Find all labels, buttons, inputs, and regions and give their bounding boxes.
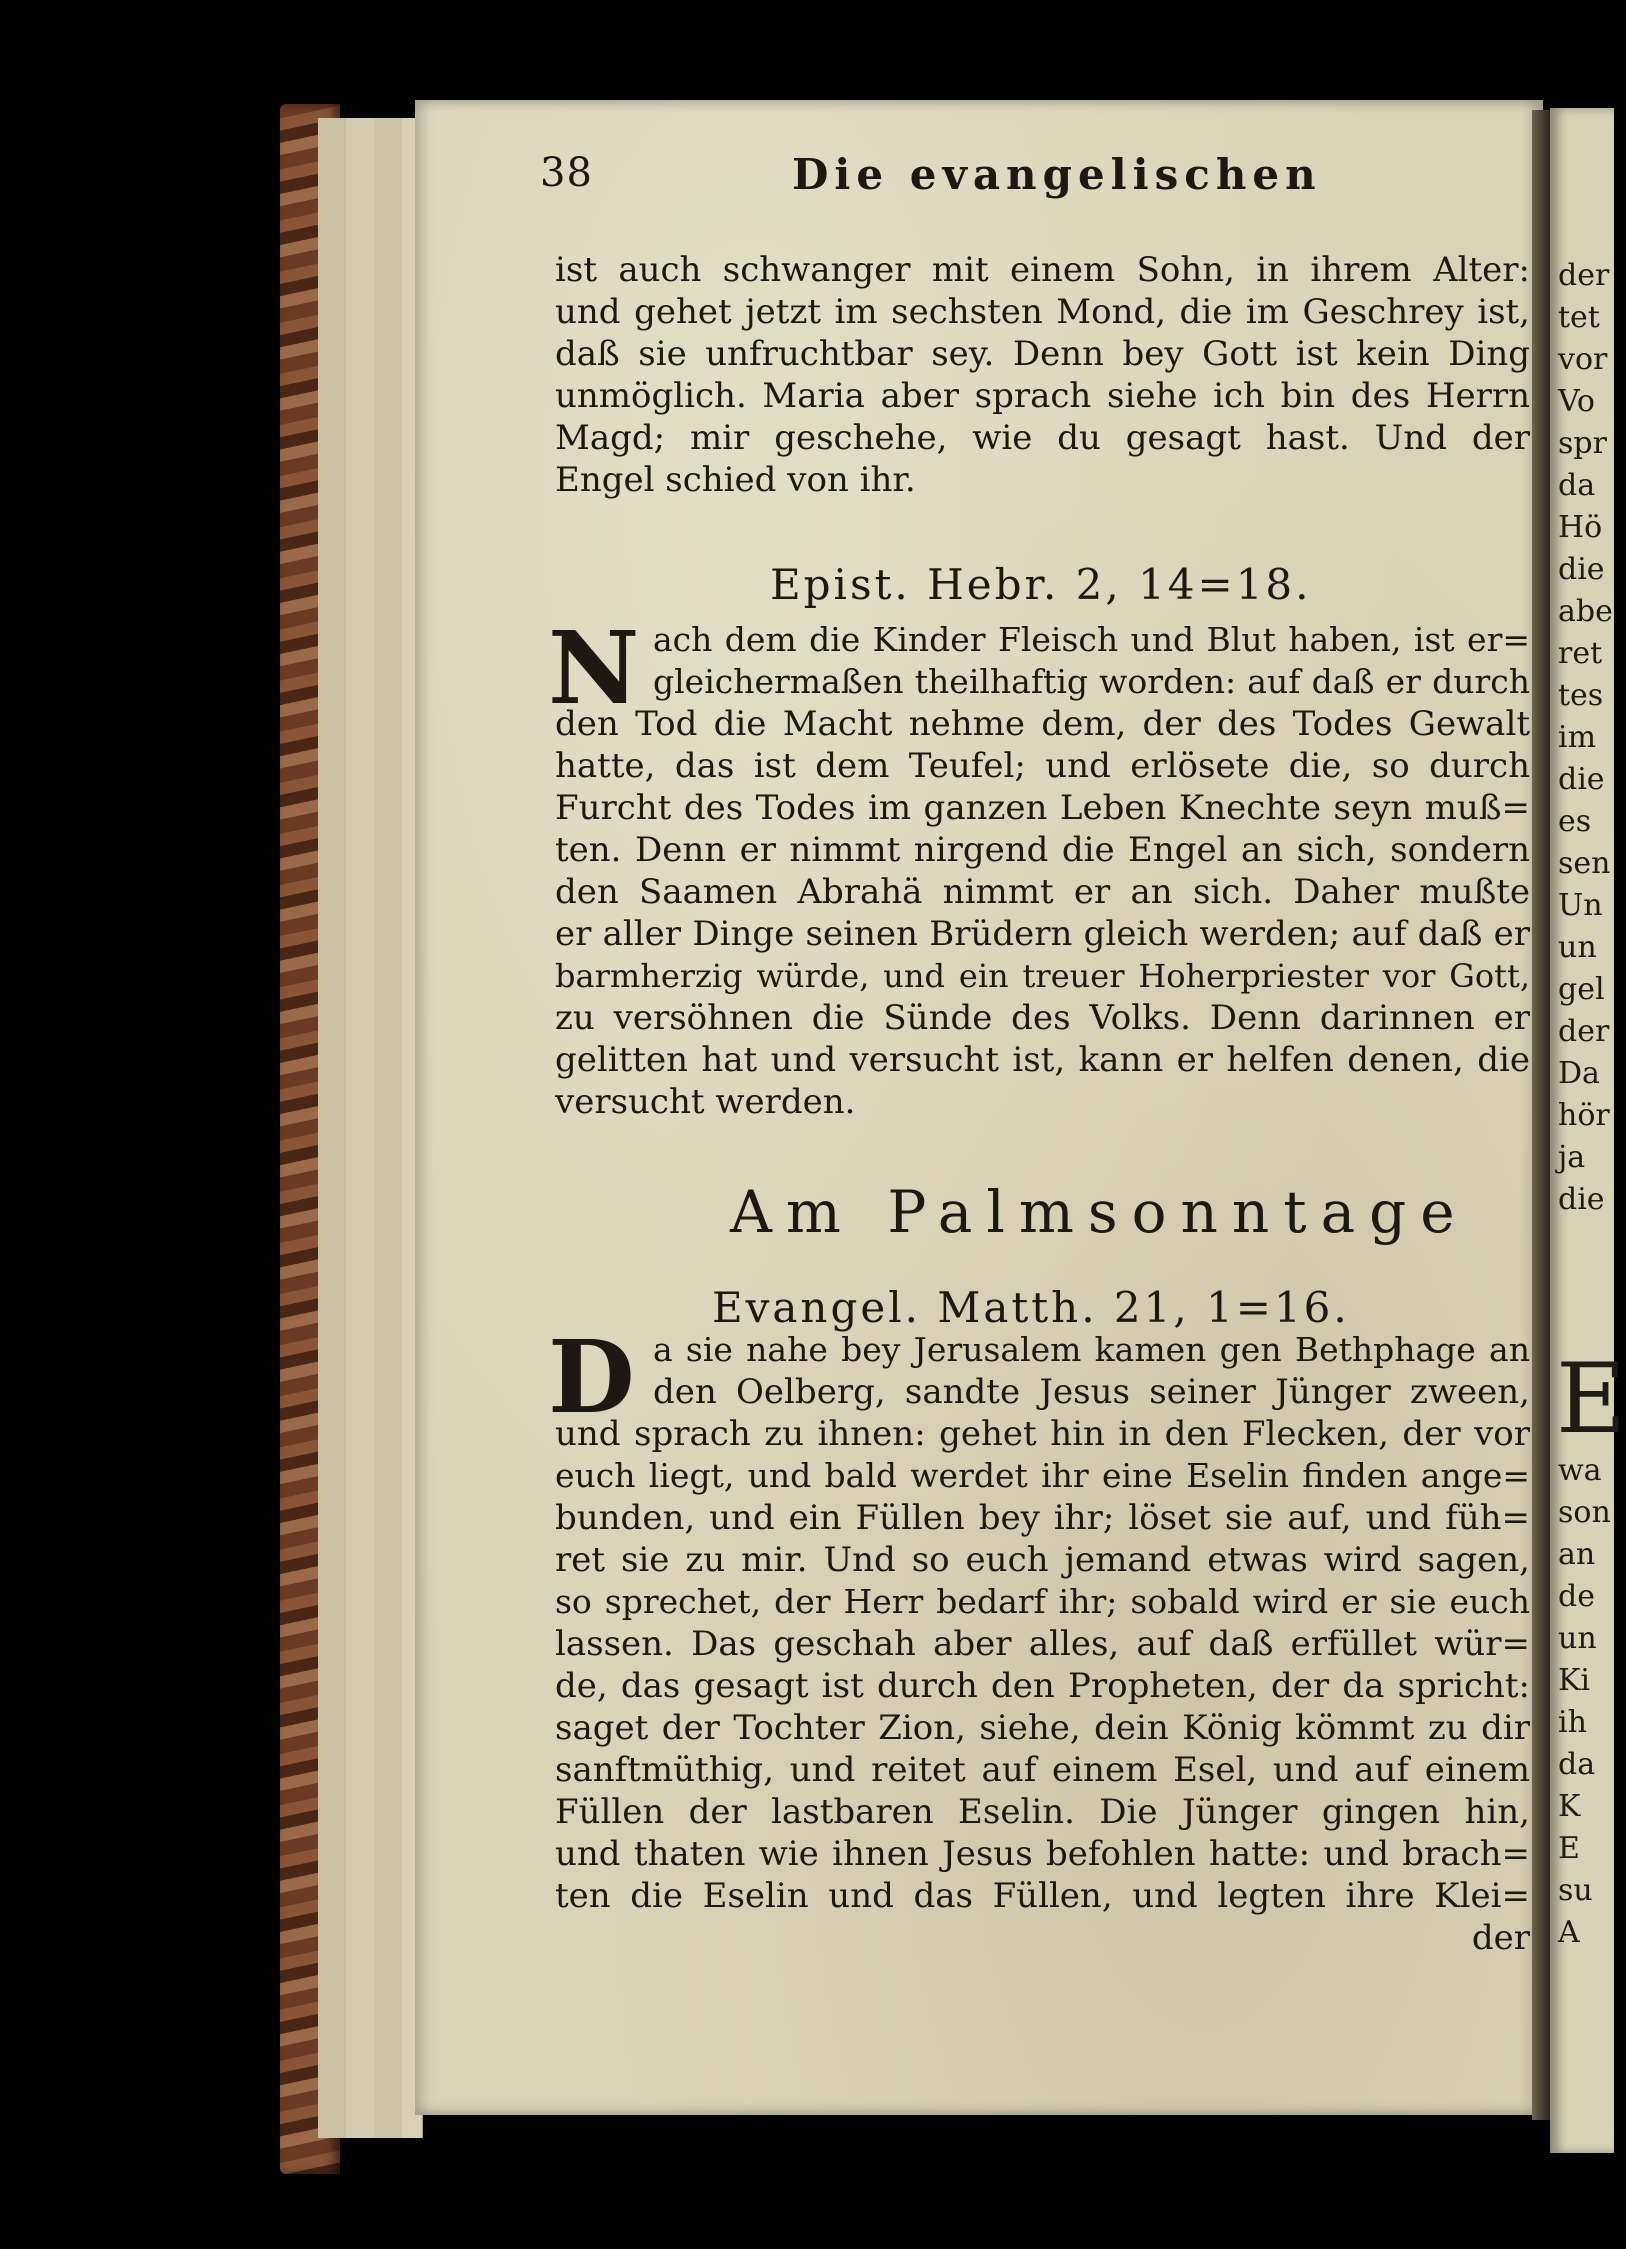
- facing-page-fragment: wa: [1558, 1453, 1602, 1488]
- facing-page: [1550, 108, 1626, 2153]
- text-line: daß sie unfruchtbar sey. Denn bey Gott ist kein Ding: [555, 334, 1530, 374]
- text-line: bunden, und ein Füllen bey ihr; löset sie auf, und füh=: [555, 1498, 1530, 1538]
- facing-page-fragment: ja: [1558, 1140, 1586, 1175]
- text-line: so sprechet, der Herr bedarf ihr; sobald wird er sie euch: [555, 1582, 1530, 1621]
- catchword: der: [1471, 1918, 1530, 1958]
- facing-page-fragment: de: [1558, 1579, 1595, 1614]
- text-line: zu versöhnen die Sünde des Volks. Denn darinnen er: [555, 998, 1530, 1038]
- text-line: und sprach zu ihnen: gehet hin in den Flecken, der vor: [555, 1414, 1530, 1454]
- text-line: ten. Denn er nimmt nirgend die Engel an sich, sondern: [555, 830, 1530, 870]
- facing-page-fragment: der: [1558, 258, 1610, 293]
- text-line: den Saamen Abrahä nimmt er an sich. Daher mußte: [555, 872, 1530, 912]
- text-line: a sie nahe bey Jerusalem kamen gen Bethphage an: [653, 1330, 1530, 1369]
- facing-page-fragment: hör: [1558, 1098, 1610, 1133]
- facing-page-fragment: un: [1558, 930, 1597, 965]
- page-header: [540, 150, 1540, 210]
- facing-page-fragment: gel: [1558, 972, 1605, 1007]
- facing-page-fragment: im: [1558, 720, 1597, 755]
- facing-page-fragment: vor: [1558, 342, 1608, 377]
- text-line: barmherzig würde, und ein treuer Hoherpriester vor Gott,: [555, 957, 1530, 995]
- text-line: Furcht des Todes im ganzen Leben Knechte seyn muß=: [555, 788, 1530, 828]
- text-line: gelitten hat und versucht ist, kann er helfen denen, die: [555, 1040, 1530, 1080]
- facing-page-fragment: K: [1558, 1789, 1581, 1824]
- text-line: unmöglich. Maria aber sprach siehe ich bin des Herrn: [555, 376, 1530, 416]
- text-line: und thaten wie ihnen Jesus befohlen hatte: und brach=: [555, 1834, 1530, 1874]
- facing-page-fragment: tes: [1558, 678, 1604, 713]
- facing-page-fragment: Hö: [1558, 510, 1603, 545]
- facing-page-fragment: A: [1558, 1915, 1580, 1950]
- facing-page-fragment: die: [1558, 552, 1605, 587]
- binding-gutter: [1532, 110, 1550, 2120]
- facing-page-fragment: Da: [1558, 1056, 1600, 1091]
- facing-page-fragment: die: [1558, 1182, 1605, 1217]
- text-line: lassen. Das geschah aber alles, auf daß erfüllet wür=: [555, 1624, 1530, 1664]
- facing-page-initial: E: [1556, 1343, 1626, 1455]
- text-line: ach dem die Kinder Fleisch und Blut haben, ist er=: [653, 620, 1530, 659]
- facing-page-fragment: son: [1558, 1495, 1611, 1530]
- facing-page-fragment: der: [1558, 1014, 1610, 1049]
- gospel-heading: Evangel. Matth. 21, 1=16.: [712, 1283, 1350, 1332]
- text-line: den Tod die Macht nehme dem, der des Todes Gewalt: [555, 704, 1530, 744]
- text-line: ten die Eselin und das Füllen, und legten ihre Klei=: [555, 1876, 1530, 1916]
- text-line: Füllen der lastbaren Eselin. Die Jünger gingen hin,: [555, 1792, 1530, 1832]
- text-line: und gehet jetzt im sechsten Mond, die im Geschrey ist,: [555, 292, 1530, 332]
- facing-page-fragment: an: [1558, 1537, 1596, 1572]
- facing-page-fragment: da: [1558, 1747, 1596, 1782]
- running-head: Die evangelischen: [792, 150, 1322, 199]
- text-line: ist auch schwanger mit einem Sohn, in ihrem Alter:: [555, 250, 1530, 290]
- facing-page-fragment: abe: [1558, 594, 1613, 629]
- text-line: euch liegt, und bald werdet ihr eine Eselin finden ange=: [555, 1456, 1530, 1495]
- text-line: gleichermaßen theilhaftig worden: auf daß er durch: [653, 662, 1530, 701]
- facing-page-fragment: su: [1558, 1873, 1593, 1908]
- facing-page-fragment: sen: [1558, 846, 1611, 881]
- text-line: er aller Dinge seinen Brüdern gleich werden; auf daß er: [555, 914, 1530, 954]
- text-line: hatte, das ist dem Teufel; und erlösete die, so durch: [555, 746, 1530, 786]
- facing-page-fragment: die: [1558, 762, 1605, 797]
- text-line: ret sie zu mir. Und so euch jemand etwas wird sagen,: [555, 1540, 1530, 1580]
- text-line: Engel schied von ihr.: [555, 460, 916, 500]
- facing-page-fragment: Un: [1558, 888, 1603, 923]
- text-line: sanftmüthig, und reitet auf einem Esel, und auf einem: [555, 1750, 1530, 1790]
- facing-page-fragment: un: [1558, 1621, 1597, 1656]
- section-title: Am Palmsonntage: [730, 1178, 1469, 1246]
- text-line: saget der Tochter Zion, siehe, dein König kömmt zu dir: [555, 1708, 1530, 1748]
- page-number: 38: [540, 150, 593, 196]
- facing-page-fragment: E: [1558, 1831, 1580, 1866]
- facing-page-fragment: ret: [1558, 636, 1603, 671]
- page-edge: [346, 118, 377, 2138]
- facing-page-fragment: es: [1558, 804, 1592, 839]
- text-line: de, das gesagt ist durch den Propheten, der da spricht:: [555, 1666, 1530, 1706]
- facing-page-fragment: da: [1558, 468, 1596, 503]
- gospel-drop-initial: D: [548, 1318, 635, 1436]
- facing-page-fragment: Ki: [1558, 1663, 1591, 1698]
- text-line: versucht werden.: [555, 1082, 856, 1122]
- page-edge: [318, 118, 349, 2138]
- facing-page-fragment: Vo: [1558, 384, 1595, 419]
- page-edge: [374, 118, 405, 2138]
- epistle-heading: Epist. Hebr. 2, 14=18.: [770, 560, 1312, 609]
- text-line: den Oelberg, sandte Jesus seiner Jünger zween,: [653, 1372, 1530, 1412]
- facing-page-fragment: ih: [1558, 1705, 1587, 1740]
- text-line: Magd; mir geschehe, wie du gesagt hast. Und der: [555, 418, 1530, 458]
- epistle-drop-initial: N: [548, 609, 640, 727]
- facing-page-fragment: spr: [1558, 426, 1607, 461]
- facing-page-fragment: tet: [1558, 300, 1600, 335]
